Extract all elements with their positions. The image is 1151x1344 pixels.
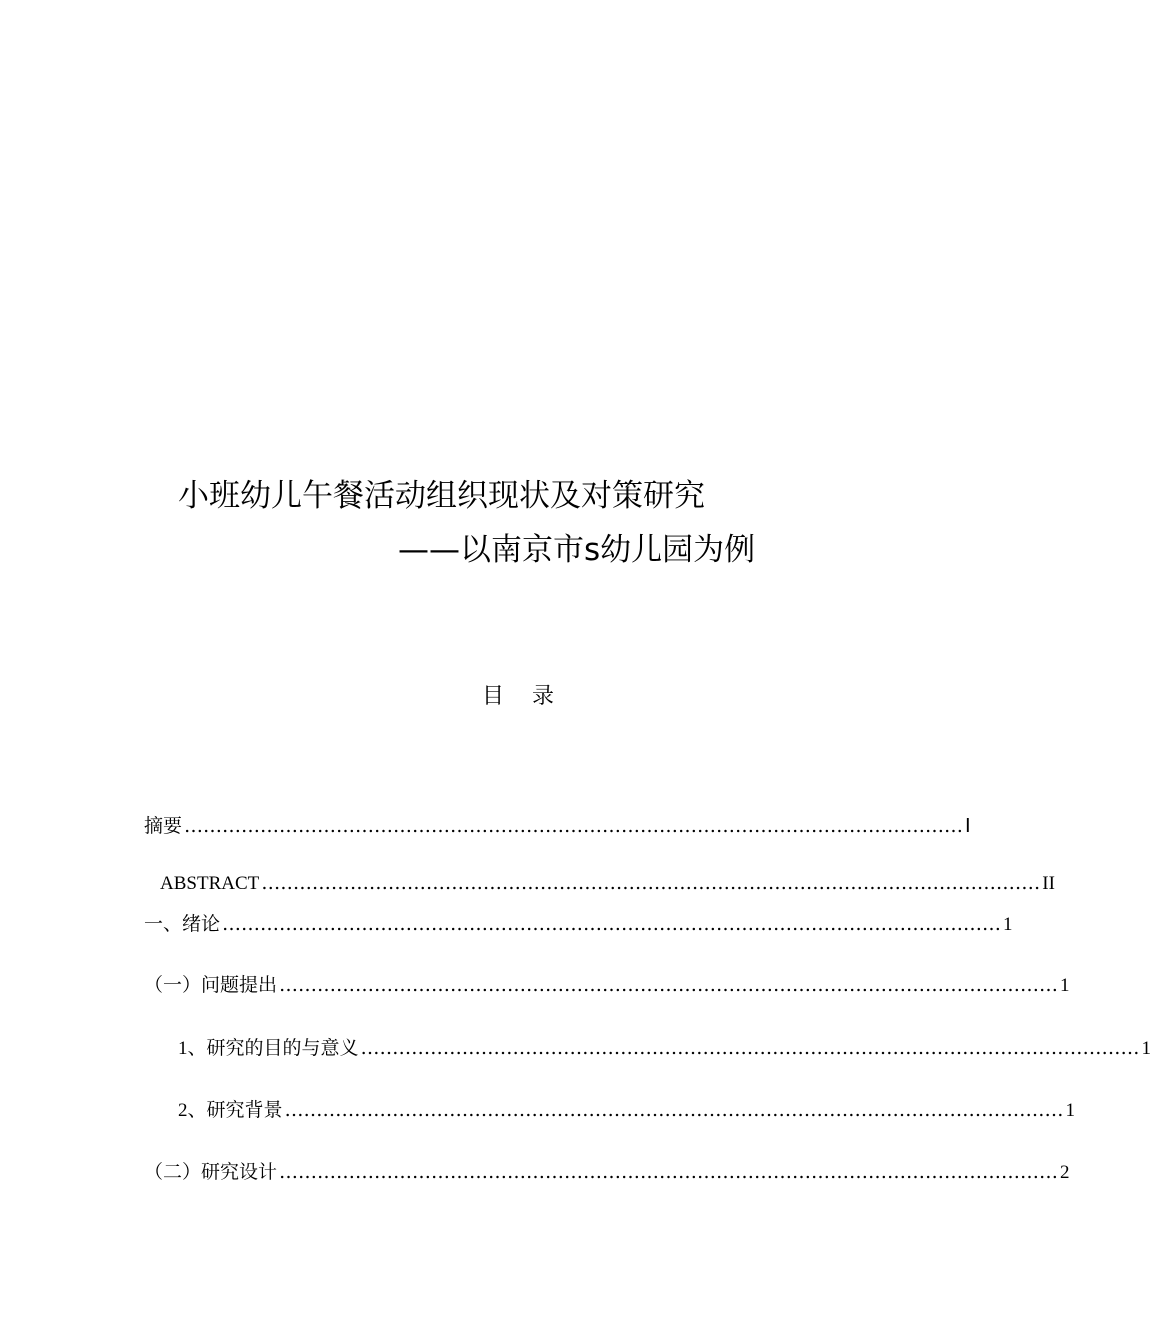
- toc-leader-dots: ……………………………………………………………………………………………………………: [279, 1161, 1059, 1183]
- toc-entry-label: 2、研究背景: [178, 1100, 283, 1121]
- toc-leader-dots: ……………………………………………………………………………………………………………: [261, 872, 1041, 894]
- toc-entry-background[interactable]: [178, 1097, 1076, 1124]
- toc-leader-dots: ……………………………………………………………………………………………………………: [184, 815, 964, 837]
- toc-entry-purpose[interactable]: [178, 1035, 1151, 1062]
- toc-entry-page: 1: [1141, 1038, 1151, 1059]
- toc-entry-abstract-en[interactable]: [160, 870, 1055, 897]
- toc-entry-label: 1、研究的目的与意义: [178, 1038, 359, 1059]
- toc-leader-dots: ……………………………………………………………………………………………………………: [284, 1099, 1064, 1121]
- toc-entry-page: 1: [1060, 975, 1070, 996]
- toc-entry-label: （一）问题提出: [144, 975, 278, 996]
- toc-entry-design[interactable]: [144, 1159, 1070, 1186]
- toc-entry-problem[interactable]: [144, 972, 1070, 999]
- toc-entry-label: 摘要: [144, 815, 183, 837]
- toc-entry-page: 1: [1003, 914, 1013, 935]
- toc-entry-introduction[interactable]: [144, 911, 1013, 938]
- toc-entry-page: Ⅰ: [965, 816, 971, 837]
- toc-entry-label: （二）研究设计: [144, 1162, 278, 1183]
- toc-entry-abstract-cn[interactable]: [144, 813, 971, 840]
- toc-entry-page: 1: [1065, 1100, 1076, 1121]
- toc-entry-label: 一、绪论: [144, 913, 221, 935]
- document-title: 小班幼儿午餐活动组织现状及对策研究: [178, 478, 705, 514]
- toc-heading: [482, 682, 554, 712]
- document-subtitle: ——以南京市s幼儿园为例: [398, 532, 756, 568]
- toc-heading-left: 目: [482, 684, 505, 709]
- toc-leader-dots: ……………………………………………………………………………………………………………: [222, 913, 1002, 935]
- toc-heading-right: 录: [532, 684, 555, 709]
- toc-entry-page: 2: [1060, 1162, 1070, 1183]
- toc-entry-label: ABSTRACT: [160, 873, 260, 894]
- toc-leader-dots: ……………………………………………………………………………………………………………: [360, 1037, 1140, 1059]
- toc-leader-dots: ……………………………………………………………………………………………………………: [279, 974, 1059, 996]
- toc-entry-page: II: [1042, 873, 1055, 894]
